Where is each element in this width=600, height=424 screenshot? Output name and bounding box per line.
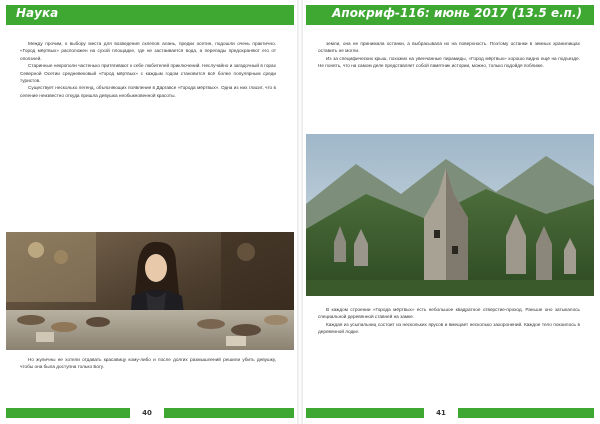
left-header-bar bbox=[6, 5, 294, 25]
left-column-text-top bbox=[20, 40, 276, 99]
left-footer-bar bbox=[6, 408, 294, 418]
right-page bbox=[300, 0, 600, 424]
page-number-left: 40 bbox=[130, 408, 164, 418]
section-title: Наука bbox=[16, 6, 59, 20]
right-paragraph-1: земли, она не принимала останки, а выбрасывала их на поверхность. Поэтому останки в земных хранилищах оставить не могли. bbox=[318, 41, 580, 54]
left-paragraph-2: Старинные некрополи частенько притягивают к себе любителей приключений. Неслучайно и загадочный в горах Северной Осетии средневековый «Город мёртвых» с каждым годом становится всё более популярным среди туристов. bbox=[20, 63, 276, 84]
stone-crypts-image bbox=[306, 134, 594, 296]
right-paragraph-2: Из за специфических крыш, похожих на увенчанные пирамиды, «Город мёртвых» хорошо видно ещё на подъезде. Не понять, что на самом деле представляет собой памятник истории, можно, только подойдя поближе. bbox=[318, 55, 580, 69]
page-number-right: 41 bbox=[424, 408, 458, 418]
left-paragraph-1: Между прочим, к выбору места для возведения склепов алань, предки осетин, подошли очень практично. «Город мёртвых» расположен на сухой площадке, где не застаивается вода, а перепады предохраняют его от оползней. bbox=[20, 41, 276, 61]
stone-crypts-photo bbox=[306, 134, 594, 296]
right-footer-bar bbox=[306, 408, 594, 418]
left-paragraph-3: Существует несколько легенд, объясняющих появление в Даргавсе «Города мёртвых». Одна из них гласит, что в селение неизвестно откуда пришла девушка необыкновенной красоты. bbox=[20, 85, 276, 98]
spread-gutter bbox=[297, 0, 303, 424]
right-column-text-top bbox=[318, 40, 580, 70]
left-paragraph-4: Но жуличны не хотели отдавать красавицу кому-либо и после долгих размышлений решили убить девушку, чтобы она была доступна только Богу. bbox=[20, 357, 276, 370]
girl-with-wares-photo bbox=[6, 232, 294, 350]
right-column-text-bottom bbox=[318, 306, 580, 336]
left-column-text-bottom bbox=[20, 356, 276, 371]
right-paragraph-3: В каждом строении «Города мёртвых» есть небольшое квадратное отверстие-проход. Раньше оно затыкалось специальной деревянной ставней на замке. bbox=[318, 307, 580, 320]
issue-title: Апокриф-116: июнь 2017 (13.5 е.п.) bbox=[332, 6, 582, 20]
right-header-bar bbox=[306, 5, 594, 25]
girl-with-wares-image bbox=[6, 232, 294, 350]
right-paragraph-4: Каждая из усыпальниц состоит из нескольких ярусов и вмещает несколько захоронений. Каждое тело покоилось в деревянной лодке. bbox=[318, 321, 580, 335]
